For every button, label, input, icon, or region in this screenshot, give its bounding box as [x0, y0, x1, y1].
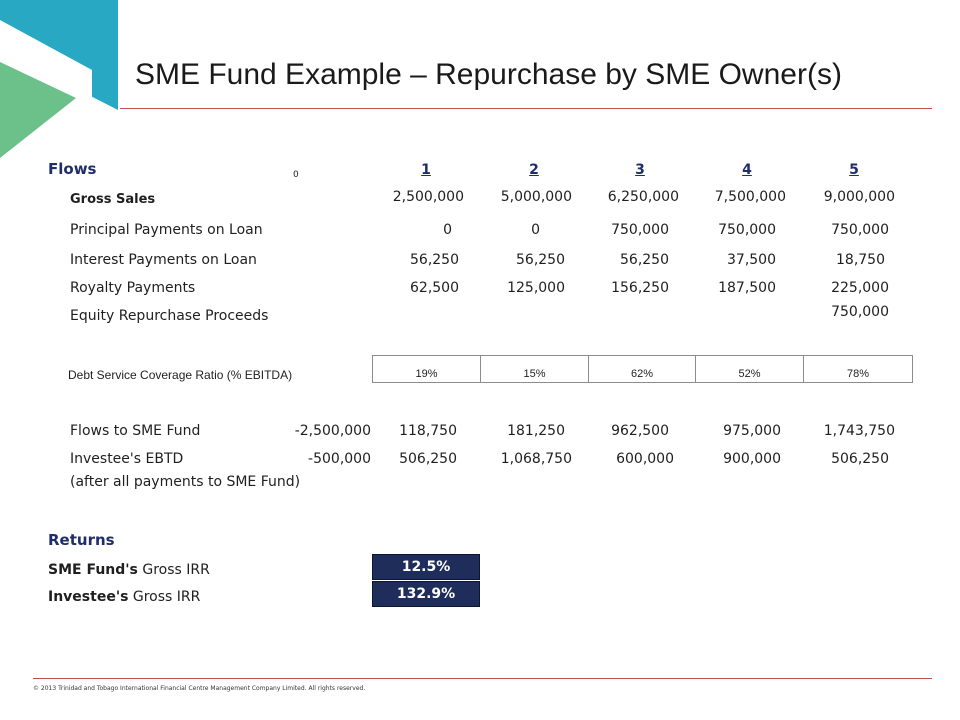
year-header-1: 1 — [421, 162, 431, 178]
investee-irr-label-bold: Investee's — [48, 589, 129, 605]
table-cell: 56,250 — [620, 252, 669, 268]
year-header-4: 4 — [742, 162, 752, 178]
title-divider — [120, 108, 932, 109]
copyright-notice: © 2013 Trinidad and Tobago International Financial Centre Management Company Limited. All rights reserved. — [33, 685, 366, 692]
table-cell: 750,000 — [611, 222, 669, 238]
table-cell: 7,500,000 — [714, 189, 786, 205]
table-cell: 18,750 — [836, 252, 885, 268]
fund-irr-label-bold: SME Fund's — [48, 562, 138, 578]
table-cell: 125,000 — [507, 280, 565, 296]
investee-irr-label-rest: Gross IRR — [128, 589, 201, 605]
table-cell: 0 — [531, 222, 540, 238]
returns-heading: Returns — [48, 531, 115, 549]
table-cell: 900,000 — [723, 451, 781, 467]
table-cell: -2,500,000 — [294, 423, 371, 439]
fund-irr-label — [48, 562, 210, 578]
fund-irr-value: 12.5% — [372, 554, 480, 580]
table-cell: 5,000,000 — [500, 189, 572, 205]
dscr-cell: 52% — [695, 355, 804, 383]
table-cell: 2,500,000 — [392, 189, 464, 205]
dscr-cell: 78% — [803, 355, 913, 383]
row-label-flows-to-fund: Flows to SME Fund — [70, 423, 201, 439]
dscr-cell: 19% — [372, 355, 481, 383]
table-cell: 750,000 — [718, 222, 776, 238]
row-label-royalty: Royalty Payments — [70, 280, 196, 296]
table-cell: 9,000,000 — [823, 189, 895, 205]
year-header-3: 3 — [635, 162, 645, 178]
dscr-label: Debt Service Coverage Ratio (% EBITDA) — [68, 368, 293, 382]
table-cell: 1,068,750 — [500, 451, 572, 467]
investee-irr-label — [48, 589, 200, 605]
year-header-2: 2 — [529, 162, 539, 178]
table-cell: 37,500 — [727, 252, 776, 268]
table-cell: 156,250 — [611, 280, 669, 296]
table-cell: 56,250 — [516, 252, 565, 268]
table-cell: 187,500 — [718, 280, 776, 296]
table-cell: 750,000 — [831, 222, 889, 238]
investee-irr-value: 132.9% — [372, 581, 480, 607]
fund-irr-label-rest: Gross IRR — [137, 562, 210, 578]
table-cell: 750,000 — [831, 304, 889, 320]
flows-heading: Flows — [48, 160, 97, 178]
investee-ebtd-note: (after all payments to SME Fund) — [70, 474, 301, 490]
year-header-0: 0 — [293, 170, 299, 180]
table-cell: 506,250 — [399, 451, 457, 467]
table-cell: 600,000 — [616, 451, 674, 467]
table-cell: 225,000 — [831, 280, 889, 296]
page-title: SME Fund Example – Repurchase by SME Owner(s) — [135, 58, 842, 91]
table-cell: 506,250 — [831, 451, 889, 467]
table-cell: 6,250,000 — [607, 189, 679, 205]
table-cell: -500,000 — [308, 451, 371, 467]
dscr-cell: 62% — [588, 355, 696, 383]
row-label-investee-ebtd: Investee's EBTD — [70, 451, 184, 467]
row-label-principal: Principal Payments on Loan — [70, 222, 263, 238]
table-cell: 181,250 — [507, 423, 565, 439]
table-cell: 56,250 — [410, 252, 459, 268]
company-logo — [0, 0, 130, 160]
year-header-5: 5 — [849, 162, 859, 178]
table-cell: 975,000 — [723, 423, 781, 439]
table-cell: 62,500 — [410, 280, 459, 296]
table-cell: 118,750 — [399, 423, 457, 439]
row-label-gross-sales: Gross Sales — [70, 192, 156, 207]
row-label-equity-repurchase: Equity Repurchase Proceeds — [70, 308, 269, 324]
table-cell: 1,743,750 — [823, 423, 895, 439]
table-cell: 0 — [443, 222, 452, 238]
footer-divider — [33, 678, 932, 679]
dscr-cell: 15% — [480, 355, 589, 383]
row-label-interest: Interest Payments on Loan — [70, 252, 257, 268]
table-cell: 962,500 — [611, 423, 669, 439]
